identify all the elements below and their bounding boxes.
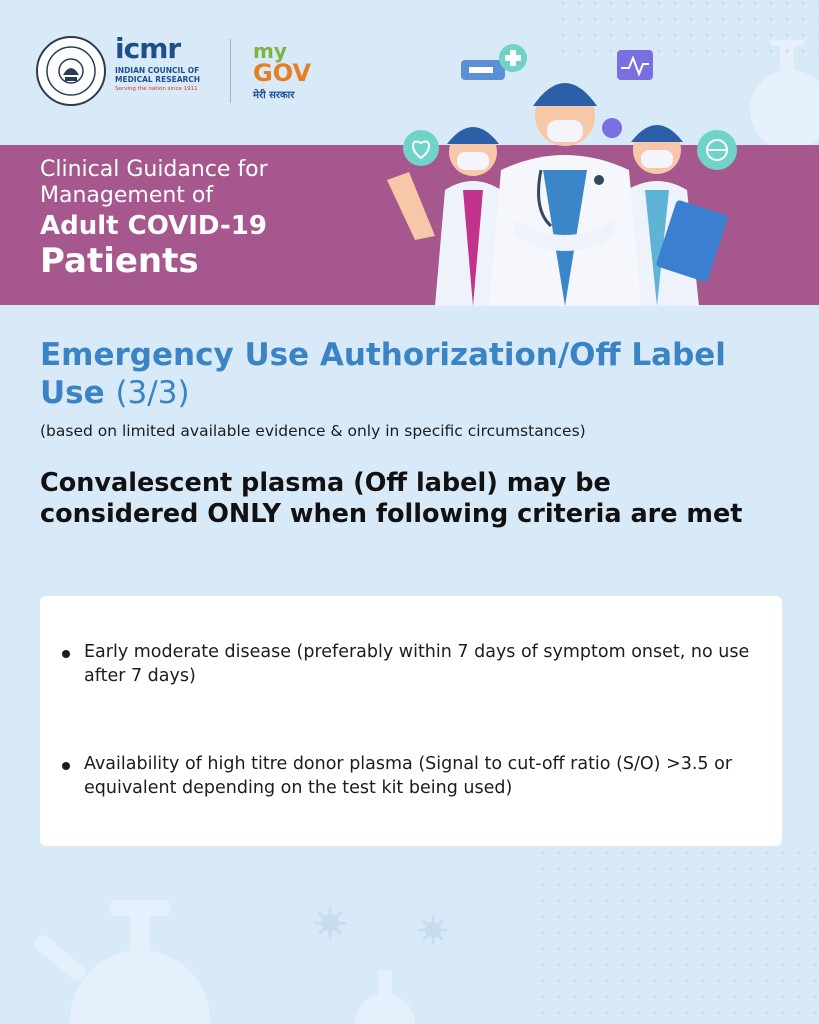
globe-icon [697, 130, 737, 170]
icmr-org-line1: INDIAN COUNCIL OF [115, 66, 200, 75]
virus-decoration-icon [340, 970, 430, 1024]
mygov-my-text: my [253, 39, 287, 63]
mygov-gov-text: GOV [253, 59, 312, 87]
plus-icon [499, 44, 527, 72]
virus-small-icon [417, 914, 449, 946]
virus-small-icon [312, 905, 348, 941]
icmr-logo [115, 32, 225, 92]
icmr-tagline: Serving the nation since 1911 [115, 86, 198, 92]
section-title: Emergency Use Authorization/Off Label Use [40, 337, 726, 411]
logo-divider [230, 39, 231, 103]
icmr-org-line2: MEDICAL RESEARCH [115, 75, 201, 84]
syringe-icon [461, 60, 505, 80]
banner-line-2: Management of [40, 183, 214, 208]
icmr-seal-logo [35, 35, 107, 107]
criteria-item [62, 752, 752, 800]
banner-line-1: Clinical Guidance for [40, 157, 268, 182]
section-title-block [40, 336, 780, 412]
section-note: (based on limited available evidence & only in specific circumstances) [40, 422, 586, 440]
criteria-text: Early moderate disease (preferably within 7 days of symptom onset, no use after 7 days) [84, 642, 750, 686]
banner-line-3: Adult COVID-19 [40, 211, 267, 241]
criteria-card [40, 596, 782, 846]
criteria-intro: Convalescent plasma (Off label) may be considered ONLY when following criteria are met [40, 468, 743, 529]
bullet-icon [62, 650, 70, 658]
center-doctor [489, 83, 641, 306]
criteria-item [62, 640, 752, 688]
section-heading [40, 336, 780, 412]
banner-line-4: Patients [40, 241, 199, 281]
dot-pattern-decoration [540, 850, 819, 1024]
virus-decoration-icon [30, 900, 260, 1024]
criteria-text: Availability of high titre donor plasma (Signal to cut-off ratio (S/O) >3.5 or equivalent depending on the test kit being used) [84, 754, 733, 798]
bullet-icon [62, 762, 70, 770]
pill-icon [602, 118, 622, 138]
mygov-logo [253, 41, 343, 101]
doctors-illustration [365, 40, 765, 306]
icmr-wordmark: icmr [115, 32, 181, 65]
mygov-hindi-text: मेरी सरकार [253, 90, 295, 101]
heartbeat-icon [617, 50, 653, 80]
banner-title [40, 157, 380, 281]
heart-icon [403, 130, 439, 166]
section-part-indicator: (3/3) [115, 375, 190, 411]
